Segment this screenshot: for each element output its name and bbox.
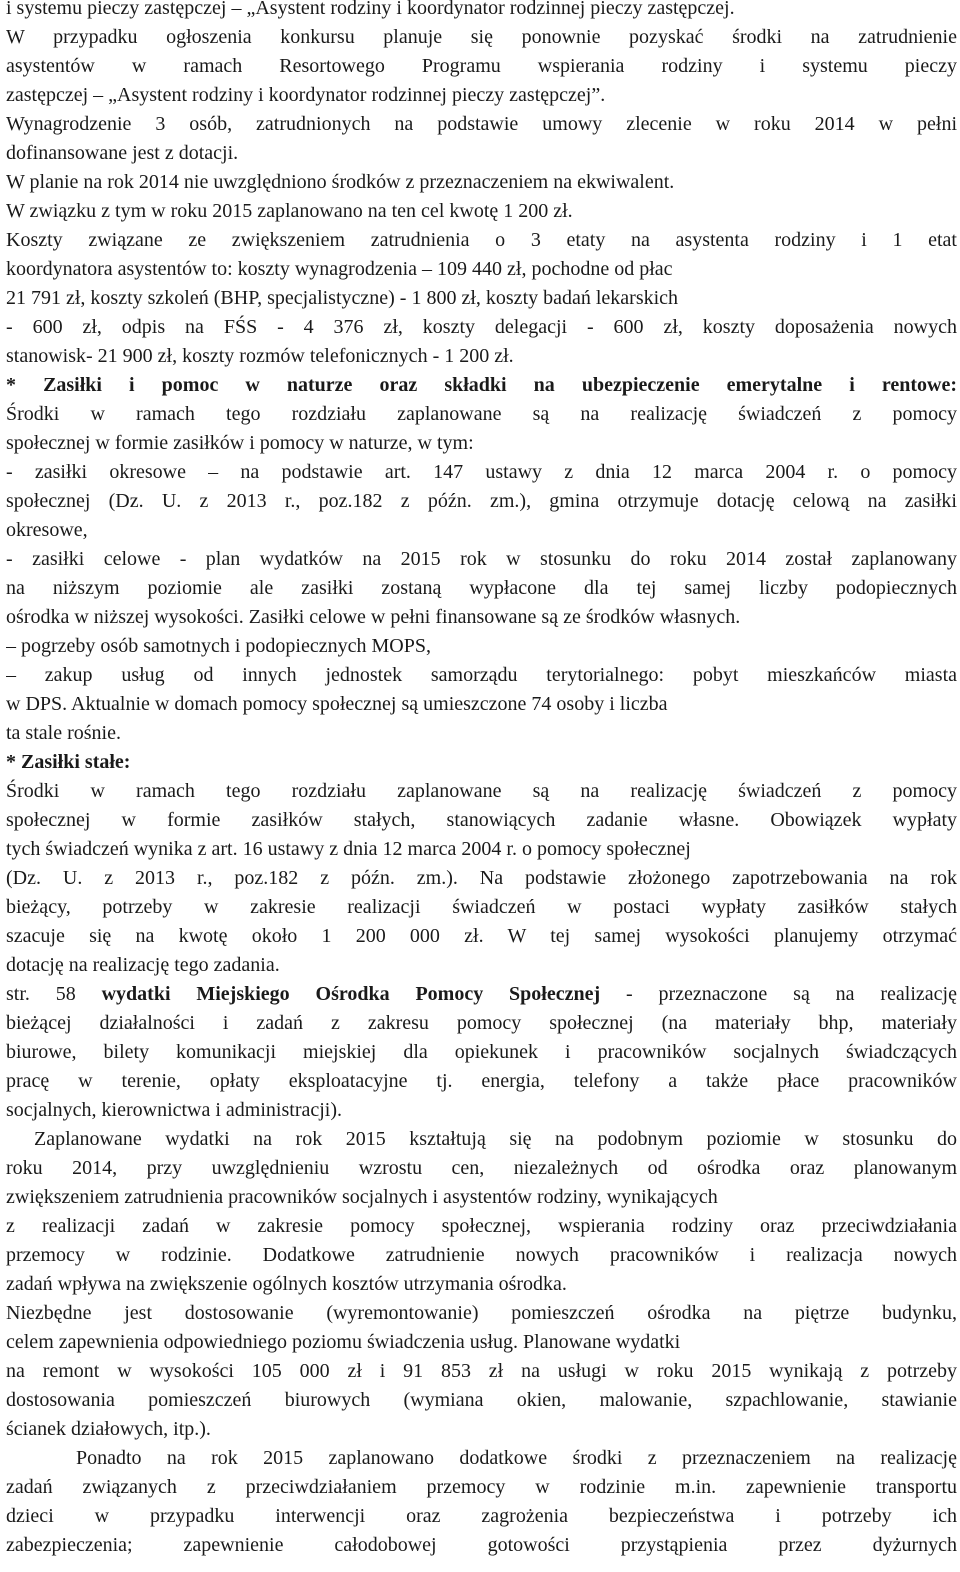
text-line: przemocy w rodzinie. Dodatkowe zatrudnienie nowych pracowników i realizacja nowych	[6, 1244, 957, 1266]
text-line: szacuje się na kwotę około 1 200 000 zł. W tej samej wysokości planujemy otrzymać	[6, 925, 957, 947]
text-line: zwiększeniem zatrudnienia pracowników socjalnych i asystentów rodziny, wynikających	[6, 1186, 718, 1208]
text-line: Zaplanowane wydatki na rok 2015 kształtują się na podobnym poziomie w stosunku do	[34, 1128, 957, 1150]
bold-text-run: wydatki Miejskiego Ośrodka Pomocy Społecznej	[101, 983, 601, 1005]
text-line: Środki w ramach tego rozdziału zaplanowane są na realizację świadczeń z pomocy	[6, 780, 957, 802]
text-line: biurowe, bilety komunikacji miejskiej dla opiekunek i pracowników socjalnych świadczących	[6, 1041, 957, 1063]
text-line: na niższym poziomie ale zasiłki zostaną wypłacone dla tej samej liczby podopiecznych	[6, 577, 957, 599]
text-line: okresowe,	[6, 519, 88, 541]
text-line: bieżący, potrzeby w zakresie realizacji świadczeń w postaci wypłaty zasiłków stałych	[6, 896, 957, 918]
text-line: W planie na rok 2014 nie uwzględniono środków z przeznaczeniem na ekwiwalent.	[6, 171, 675, 193]
text-line: ta stale rośnie.	[6, 722, 121, 744]
text-line: dzieci w przypadku interwencji oraz zagrożenia bezpieczeństwa i potrzeby ich	[6, 1505, 957, 1527]
text-line: Wynagrodzenie 3 osób, zatrudnionych na podstawie umowy zlecenie w roku 2014 w pełni	[6, 113, 957, 135]
text-line: zadań związanych z przeciwdziałaniem przemocy w rodzinie m.in. zapewnienie transportu	[6, 1476, 957, 1498]
text-line: Niezbędne jest dostosowanie (wyremontowanie) pomieszczeń ośrodka na piętrze budynku,	[6, 1302, 957, 1324]
text-line: ośrodka w niższej wysokości. Zasiłki celowe w pełni finansowane są ze środków własnych.	[6, 606, 741, 628]
text-line: dofinansowane jest z dotacji.	[6, 142, 239, 164]
text-line: bieżącej działalności i zadań z zakresu pomocy społecznej (na materiały bhp, materiały	[6, 1012, 957, 1034]
text-line: dostosowania pomieszczeń biurowych (wymiana okien, malowanie, szpachlowanie, stawianie	[6, 1389, 957, 1411]
text-line: dotację na realizację tego zadania.	[6, 954, 280, 976]
text-line: koordynatora asystentów to: koszty wynagrodzenia – 109 440 zł, pochodne od płac	[6, 258, 673, 280]
text-line: – zakup usług od innych jednostek samorządu terytorialnego: pobyt mieszkańców miasta	[6, 664, 957, 686]
text-line: i systemu pieczy zastępczej – „Asystent rodziny i koordynator rodzinnej pieczy zastępczej.	[6, 0, 735, 19]
text-line: - zasiłki okresowe – na podstawie art. 147 ustawy z dnia 12 marca 2004 r. o pomocy	[6, 461, 957, 483]
text-line: Środki w ramach tego rozdziału zaplanowane są na realizację świadczeń z pomocy	[6, 403, 957, 425]
text-line: Koszty związane ze zwiększeniem zatrudnienia o 3 etaty na asystenta rodziny i 1 etat	[6, 229, 957, 251]
text-run: str. 58	[6, 983, 102, 1005]
text-line	[6, 980, 957, 1009]
text-line: 21 791 zł, koszty szkoleń (BHP, specjalistyczne) - 1 800 zł, koszty badań lekarskich	[6, 287, 679, 309]
text-line: na remont w wysokości 105 000 zł i 91 853 zł na usługi w roku 2015 wynikają z potrzeby	[6, 1360, 957, 1382]
section-heading: * Zasiłki stałe:	[6, 751, 131, 773]
text-line: W związku z tym w roku 2015 zaplanowano na ten cel kwotę 1 200 zł.	[6, 200, 573, 222]
text-line: społecznej w formie zasiłków i pomocy w naturze, w tym:	[6, 432, 474, 454]
text-line: pracę w terenie, opłaty eksploatacyjne tj. energia, telefony a także płace pracowników	[6, 1070, 957, 1092]
text-line: Ponadto na rok 2015 zaplanowano dodatkowe środki z przeznaczeniem na realizację	[76, 1447, 957, 1469]
text-line: - zasiłki celowe - plan wydatków na 2015 rok w stosunku do roku 2014 został zaplanowany	[6, 548, 957, 570]
text-line: asystentów w ramach Resortowego Programu wspierania rodziny i systemu pieczy	[6, 55, 957, 77]
text-run: - przeznaczone są na realizację	[600, 983, 957, 1005]
text-line: - 600 zł, odpis na FŚS - 4 376 zł, koszty delegacji - 600 zł, koszty doposażenia nowych	[6, 316, 957, 338]
text-line: ścianek działowych, itp.).	[6, 1418, 211, 1440]
text-line: socjalnych, kierownictwa i administracji).	[6, 1099, 343, 1121]
text-line: zastępczej – „Asystent rodziny i koordynator rodzinnej pieczy zastępczej”.	[6, 84, 606, 106]
text-line: z realizacji zadań w zakresie pomocy społecznej, wspierania rodziny oraz przeciwdziałania	[6, 1215, 957, 1237]
text-line: zabezpieczenia; zapewnienie całodobowej gotowości przystąpienia przez dyżurnych	[6, 1534, 957, 1556]
text-line: zadań wpływa na zwiększenie ogólnych kosztów utrzymania ośrodka.	[6, 1273, 567, 1295]
text-line: społecznej (Dz. U. z 2013 r., poz.182 z późn. zm.), gmina otrzymuje dotację celową na zasiłki	[6, 490, 957, 512]
text-line: (Dz. U. z 2013 r., poz.182 z późn. zm.). Na podstawie złożonego zapotrzebowania na rok	[6, 867, 957, 889]
text-line: społecznej w formie zasiłków stałych, stanowiących zadanie własne. Obowiązek wypłaty	[6, 809, 957, 831]
text-line: w DPS. Aktualnie w domach pomocy społecznej są umieszczone 74 osoby i liczba	[6, 693, 668, 715]
text-line: – pogrzeby osób samotnych i podopiecznych MOPS,	[6, 635, 431, 657]
text-line: roku 2014, przy uwzględnieniu wzrostu cen, niezależnych od ośrodka oraz planowanym	[6, 1157, 957, 1179]
text-line: W przypadku ogłoszenia konkursu planuje się ponownie pozyskać środki na zatrudnienie	[6, 26, 957, 48]
text-line: stanowisk- 21 900 zł, koszty rozmów telefonicznych - 1 200 zł.	[6, 345, 514, 367]
text-line: tych świadczeń wynika z art. 16 ustawy z dnia 12 marca 2004 r. o pomocy społecznej	[6, 838, 691, 860]
text-line: celem zapewnienia odpowiedniego poziomu świadczenia usług. Planowane wydatki	[6, 1331, 681, 1353]
section-heading: * Zasiłki i pomoc w naturze oraz składki na ubezpieczenie emerytalne i rentowe:	[6, 374, 957, 396]
